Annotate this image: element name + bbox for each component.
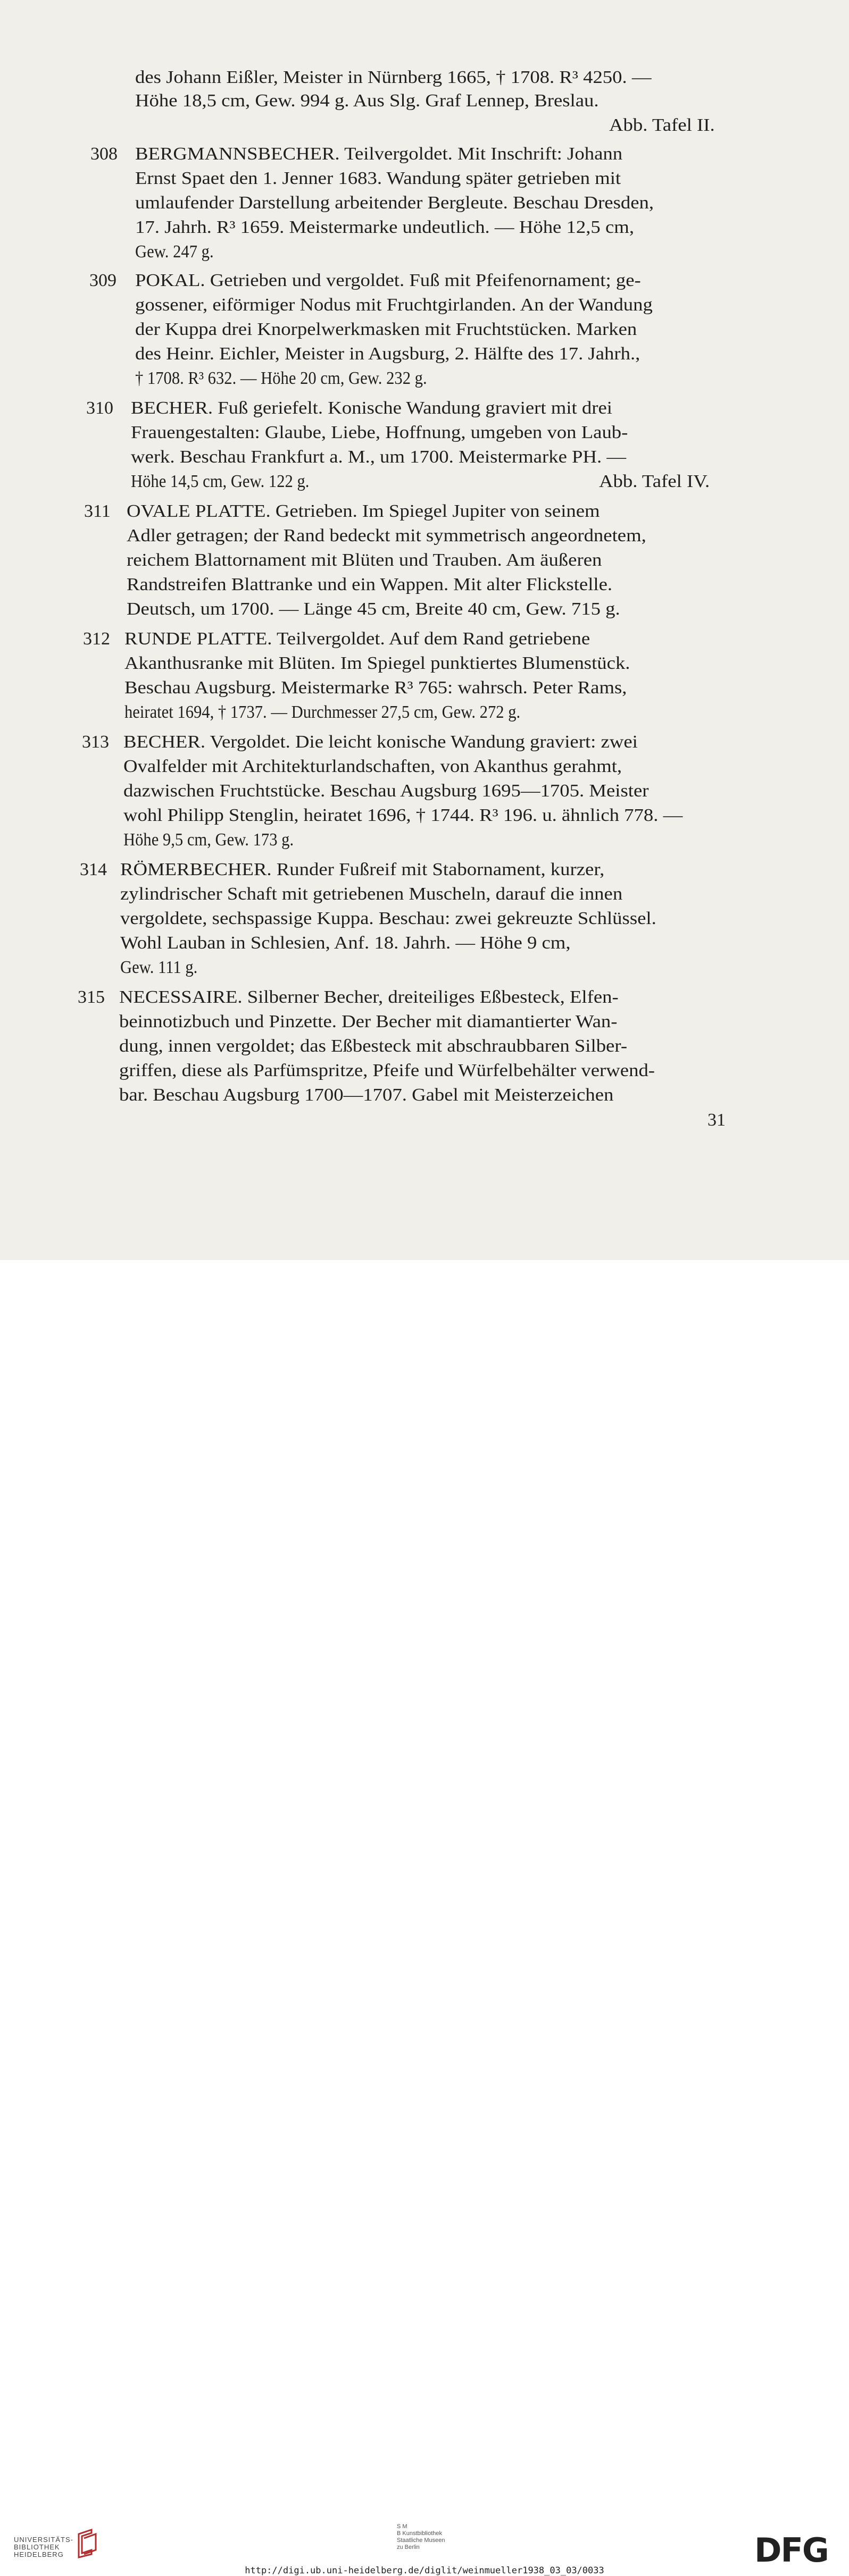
university-line-1: UNIVERSITÄTS-	[14, 2536, 73, 2544]
text-line: OVALE PLATTE. Getrieben. Im Spiegel Jupiter von seinem	[127, 501, 600, 521]
university-line-2: BIBLIOTHEK	[14, 2543, 60, 2551]
text-line: NECESSAIRE. Silberner Becher, dreiteiliges Eßbesteck, Elfen-	[119, 987, 619, 1007]
text-line: griffen, diese als Parfümspritze, Pfeife und Würfelbehälter verwend-	[119, 1061, 655, 1080]
text-line: Deutsch, um 1700. — Länge 45 cm, Breite 40 cm, Gew. 715 g.	[127, 599, 620, 619]
permalink[interactable]: http://digi.ub.uni-heidelberg.de/diglit/weinmueller1938_03_03/0033	[245, 2565, 604, 2576]
stamp-line-3: Staatliche Museen	[397, 2537, 445, 2544]
text-line: der Kuppa drei Knorpelwerkmasken mit Fruchtstücken. Marken	[135, 320, 637, 339]
text-line: beinnotizbuch und Pinzette. Der Becher mit diamantierter Wan-	[119, 1012, 618, 1031]
text-line: 17. Jahrh. R³ 1659. Meistermarke undeutlich. — Höhe 12,5 cm,	[135, 217, 635, 237]
text-line: werk. Beschau Frankfurt a. M., um 1700. Meistermarke PH. —	[131, 447, 627, 467]
text-line: Ovalfelder mit Architekturlandschaften, von Akanthus gerahmt,	[123, 757, 622, 776]
university-logo-icon	[76, 2529, 99, 2558]
text-line: Beschau Augsburg. Meistermarke R³ 765: wahrsch. Peter Rams,	[124, 678, 627, 698]
entry-number: 314	[80, 860, 107, 879]
text-line: zylindrischer Schaft mit getriebenen Muscheln, darauf die innen	[120, 884, 623, 904]
text-line: Wohl Lauban in Schlesien, Anf. 18. Jahrh. — Höhe 9 cm,	[120, 933, 571, 953]
text-line: Ernst Spaet den 1. Jenner 1683. Wandung später getrieben mit	[135, 169, 621, 188]
text-line: BECHER. Fuß geriefelt. Konische Wandung graviert mit drei	[131, 398, 613, 418]
text-line: BERGMANNSBECHER. Teilvergoldet. Mit Inschrift: Johann	[135, 144, 623, 164]
text-line: Adler getragen; der Rand bedeckt mit symmetrisch angeordnetem,	[127, 526, 646, 546]
text-line: umlaufender Darstellung arbeitender Bergleute. Beschau Dresden,	[135, 193, 654, 213]
digitization-footer	[0, 1260, 849, 2576]
text-line: Höhe 14,5 cm, Gew. 122 g.	[131, 472, 310, 491]
stamp-line-1: S M	[397, 2523, 407, 2530]
text-line: heiratet 1694, † 1737. — Durchmesser 27,5 cm, Gew. 272 g.	[124, 702, 521, 722]
dfg-logo: DFG	[754, 2531, 828, 2570]
text-line: Gew. 247 g.	[135, 242, 214, 262]
scanned-page	[0, 0, 849, 1260]
text-line: Randstreifen Blattranke und ein Wappen. Mit alter Flickstelle.	[127, 575, 613, 594]
entry-number: 311	[84, 501, 111, 521]
text-line: gossener, eiförmiger Nodus mit Fruchtgirlanden. An der Wandung	[135, 295, 653, 315]
text-line: Abb. Tafel II.	[609, 115, 715, 135]
university-name	[14, 2536, 73, 2558]
text-line: RÖMERBECHER. Runder Fußreif mit Stabornament, kurzer,	[120, 860, 605, 879]
library-stamp	[397, 2523, 445, 2551]
text-line: BECHER. Vergoldet. Die leicht konische Wandung graviert: zwei	[123, 732, 638, 752]
text-line: POKAL. Getrieben und vergoldet. Fuß mit Pfeifenornament; ge-	[135, 271, 641, 290]
text-line: reichem Blattornament mit Blüten und Trauben. Am äußeren	[127, 550, 602, 570]
text-line: des Johann Eißler, Meister in Nürnberg 1665, † 1708. R³ 4250. —	[135, 68, 652, 87]
entry-number: 312	[83, 629, 110, 649]
text-line: † 1708. R³ 632. — Höhe 20 cm, Gew. 232 g.	[135, 368, 427, 388]
stamp-line-4: zu Berlin	[397, 2544, 420, 2550]
text-line: wohl Philipp Stenglin, heiratet 1696, † 1744. R³ 196. u. ähnlich 778. —	[123, 805, 683, 825]
page-number: 31	[707, 1110, 726, 1130]
entry-number: 309	[89, 271, 116, 290]
text-line: Gew. 111 g.	[120, 958, 198, 977]
text-line: vergoldete, sechspassige Kuppa. Beschau: zwei gekreuzte Schlüssel.	[120, 909, 656, 928]
text-line: Höhe 18,5 cm, Gew. 994 g. Aus Slg. Graf Lennep, Breslau.	[135, 91, 599, 111]
text-line: des Heinr. Eichler, Meister in Augsburg, 2. Hälfte des 17. Jahrh.,	[135, 344, 640, 364]
stamp-line-2: B Kunstbibliothek	[397, 2530, 442, 2537]
text-line: dung, innen vergoldet; das Eßbesteck mit abschraubbaren Silber-	[119, 1036, 628, 1056]
text-line: Frauengestalten: Glaube, Liebe, Hoffnung, umgeben von Laub-	[131, 423, 628, 442]
entry-number: 308	[90, 144, 118, 164]
text-line: Akanthusranke mit Blüten. Im Spiegel punktiertes Blumenstück.	[124, 653, 630, 673]
text-line: Abb. Tafel IV.	[599, 472, 710, 491]
text-line: Höhe 9,5 cm, Gew. 173 g.	[123, 830, 294, 850]
text-line: bar. Beschau Augsburg 1700—1707. Gabel mit Meisterzeichen	[119, 1085, 614, 1105]
university-line-3: HEIDELBERG	[14, 2550, 64, 2558]
text-line: RUNDE PLATTE. Teilvergoldet. Auf dem Rand getriebene	[124, 629, 590, 649]
text-line: dazwischen Fruchtstücke. Beschau Augsburg 1695—1705. Meister	[123, 781, 649, 801]
entry-number: 315	[78, 987, 105, 1007]
entry-number: 313	[82, 732, 109, 752]
entry-number: 310	[86, 398, 113, 418]
